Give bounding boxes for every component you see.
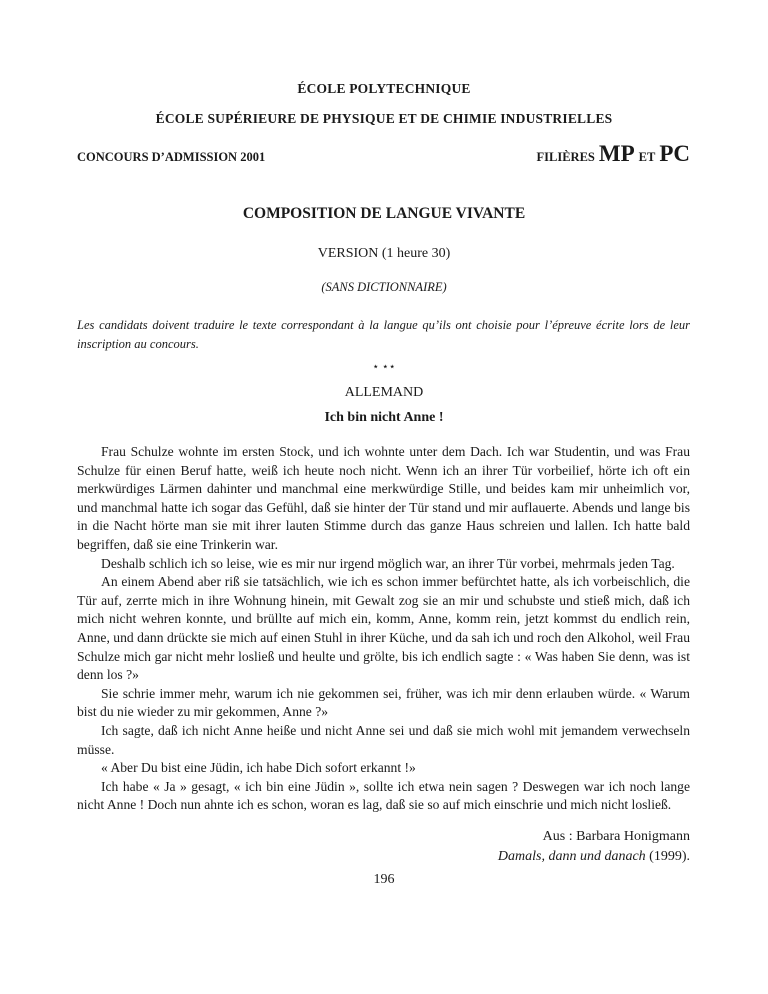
et-word: ET bbox=[638, 150, 656, 164]
school-name-2: ÉCOLE SUPÉRIEURE DE PHYSIQUE ET DE CHIMIE INDUSTRIELLES bbox=[155, 111, 613, 126]
school-name-1: ÉCOLE POLYTECHNIQUE bbox=[297, 81, 471, 96]
paragraph: Sie schrie immer mehr, warum ich nie gekommen sei, früher, was ich mir denn erlauben würde. « Warum bist du nie wieder zu mir gekommen, Anne ?» bbox=[77, 685, 690, 720]
source-author: Aus : Barbara Honigmann bbox=[542, 829, 690, 844]
language-heading: ALLEMAND bbox=[344, 385, 424, 400]
concours-row bbox=[77, 141, 690, 171]
exam-title: COMPOSITION DE LANGUE VIVANTE bbox=[242, 205, 526, 222]
source-year: (1999). bbox=[645, 849, 690, 864]
instructions: Les candidats doivent traduire le texte correspondant à la langue qu’ils ont choisie pour l’épreuve écrite lors de leur inscription au concours. bbox=[77, 318, 690, 351]
paragraph: Ich habe « Ja » gesagt, « ich bin eine Jüdin », sollte ich etwa nein sagen ? Deswegen war ich noch lange nicht Anne ! Doch nun ahnte ich es schon, woran es lag, daß sie so auf mich einschrie und mich nicht losließ. bbox=[77, 778, 690, 813]
paragraph: An einem Abend aber riß sie tatsächlich, wie ich es schon immer befürchtet hatte, als ich vorbeischlich, die Tür auf, zerrte mich in ihre Wohnung hinein, mit Gewalt zog sie an mir und schubste und stieß mich, daß ich mich nicht wehren konnte, und brüllte auf mich ein, komm, Anne, komm rein, jetzt kommst du endlich rein, Anne, und dann drückte sie mich auf einen Stuhl in ihrer Küche, und da sah ich und roch den Alkohol, weil Frau Schulze mich gar nicht mehr losließ und heulte und grölte, bis ich endlich sagte : « Was haben Sie denn, was ist denn los ?» bbox=[77, 574, 690, 683]
separator-stars: ⋆ ⋆⋆ bbox=[372, 361, 396, 373]
source-citation bbox=[498, 827, 690, 867]
exam-subtitle: VERSION (1 heure 30) bbox=[317, 246, 451, 261]
text-title: Ich bin nicht Anne ! bbox=[324, 410, 444, 425]
paragraph: « Aber Du bist eine Jüdin, ich habe Dich sofort erkannt !» bbox=[101, 760, 416, 776]
german-text bbox=[77, 443, 690, 815]
paragraph: Deshalb schlich ich so leise, wie es mir nur irgend möglich war, an ihrer Tür vorbei, mehrmals jeden Tag. bbox=[101, 555, 675, 571]
page-number: 196 bbox=[373, 872, 395, 887]
source-book-line bbox=[498, 847, 690, 867]
filiere-mp: MP bbox=[598, 141, 635, 166]
paragraph: Ich sagte, daß ich nicht Anne heiße und nicht Anne sei und daß sie mich wohl mit jemandem verwechseln müsse. bbox=[77, 722, 690, 757]
filiere-pc: PC bbox=[659, 141, 690, 166]
concours-label: CONCOURS D’ADMISSION 2001 bbox=[77, 150, 266, 164]
paragraph: Frau Schulze wohnte im ersten Stock, und ich wohnte unter dem Dach. Ich war Studentin, und was Frau Schulze für einen Beruf hatte, weiß ich heute noch nicht. Wenn ich an ihrer Tür vorbeilief, hörte ich oft ein merkwürdiges Lärmen dahinter und manchmal eine merkwürdige Stille, und beides kam mir unheimlich vor, und manchmal hatte ich sogar das Gefühl, daß sie hinter der Tür stand und mir auflauerte. Abends und lange bis in die Nacht hörte man sie mit ihrer lauten Stimme durch das ganze Haus schreien und lallen. Ich hatte bald begriffen, daß sie eine Trinkerin war. bbox=[77, 444, 690, 552]
source-book-title: Damals, dann und danach bbox=[497, 849, 646, 864]
filieres-label bbox=[537, 141, 690, 167]
filieres-word: FILIÈRES bbox=[536, 150, 595, 164]
dictionary-note: (SANS DICTIONNAIRE) bbox=[321, 280, 447, 294]
